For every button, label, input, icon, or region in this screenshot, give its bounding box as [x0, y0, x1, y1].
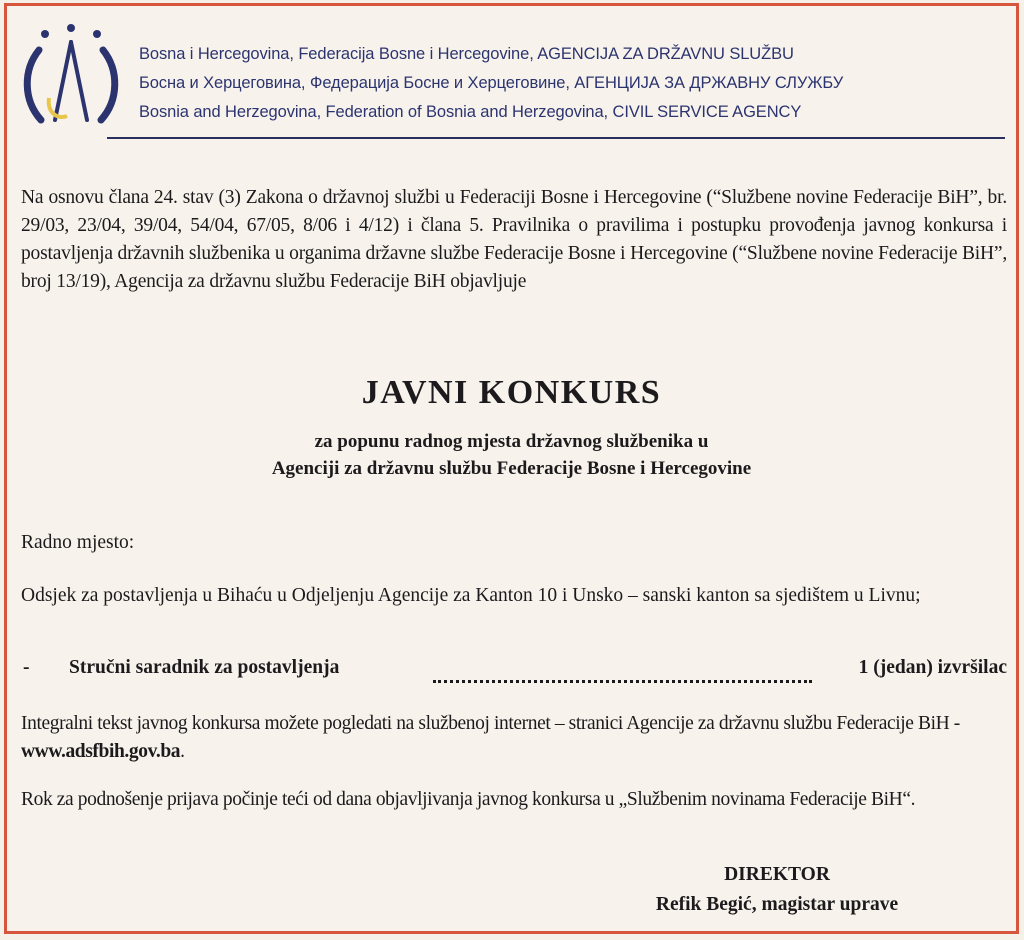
- department-paragraph: Odsjek za postavljenja u Bihaću u Odjeljenju Agencije za Kanton 10 i Unsko – sanski kanton sa sjedištem u Livnu;: [21, 585, 921, 606]
- subtitle: [7, 428, 1016, 482]
- bullet-dash: -: [23, 657, 30, 678]
- header-divider: [107, 137, 1005, 139]
- agency-name-block: [139, 40, 843, 127]
- signature-name: Refik Begić, magistar uprave: [655, 894, 899, 915]
- subtitle-line-1: za popunu radnog mjesta državnog službenika u: [314, 431, 709, 452]
- announcement-frame: [4, 3, 1019, 934]
- agency-name-bosnian: Bosna i Hercegovina, Federacija Bosne i Hercegovine, AGENCIJA ZA DRŽAVNU SLUŽBU: [139, 45, 794, 63]
- integral-text: Integralni tekst javnog konkursa možete pogledati na službenoj internet – stranici Agencije za državnu službu Federacije BiH -: [21, 713, 960, 734]
- signature-role: DIREKTOR: [724, 864, 830, 885]
- agency-name-serbian: Босна и Херцеговина, Федерација Босне и Херцеговине, АГЕНЦИЈА ЗА ДРЖАВНУ СЛУЖБУ: [139, 74, 844, 92]
- agency-name-english: Bosnia and Herzegovina, Federation of Bosnia and Herzegovina, CIVIL SERVICE AGENCY: [139, 103, 802, 121]
- dotted-leader: [433, 661, 812, 683]
- integral-text-paragraph: [21, 710, 1007, 766]
- position-title: Stručni saradnik za postavljenja: [69, 657, 340, 678]
- signature-block: [627, 860, 927, 920]
- deadline-paragraph: Rok za podnošenje prijava počinje teći od dana objavljivanja javnog konkursa u „Službenim novinama Federacije BiH“.: [21, 789, 916, 810]
- subtitle-line-2: Agenciji za državnu službu Federacije Bosne i Hercegovine: [271, 458, 752, 479]
- intro-paragraph: Na osnovu člana 24. stav (3) Zakona o državnoj službi u Federaciji Bosne i Hercegovine (“Službene novine Federacije BiH”, br. 29/03, 23/04, 39/04, 54/04, 67/05, 8/06 i 4/12) i člana 5. Pravilnika o pravilima i postupku provođenja javnog konkursa i postavljenja državnih službenika u organima državne službe Federacije Bosne i Hercegovine (“Službene novine Federacije BiH”, broj 13/19), Agencija za državnu službu Federacije BiH objavljuje: [21, 187, 1007, 292]
- integral-end: .: [180, 741, 185, 762]
- agency-emblem-icon: [21, 20, 121, 140]
- page-title: JAVNI KONKURS: [361, 374, 662, 411]
- website-link[interactable]: www.adsfbih.gov.ba: [21, 741, 181, 762]
- agency-header: [21, 20, 1005, 150]
- position-entry: [21, 657, 1007, 685]
- position-count: 1 (jedan) izvršilac: [858, 657, 1007, 678]
- position-label: Radno mjesto:: [21, 532, 135, 553]
